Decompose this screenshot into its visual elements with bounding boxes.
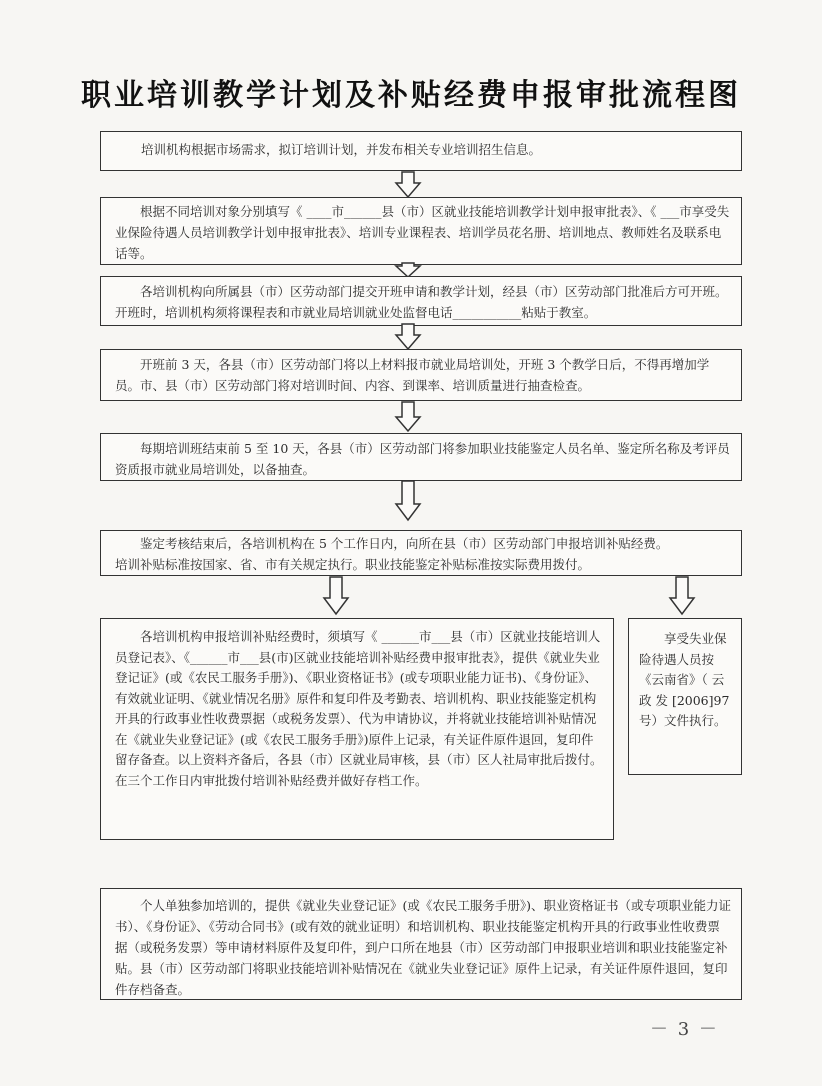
unemployment-insurance-box — [628, 618, 742, 775]
arrow-down-icon — [394, 171, 422, 199]
arrow-down-icon — [394, 401, 422, 433]
flow-step-2 — [100, 197, 742, 265]
flow-step-6-text: 鉴定考核结束后，各培训机构在 5 个工作日内，向所在县（市）区劳动部门申报培训补贴经费。 — [140, 536, 669, 551]
subsidy-application-box — [100, 618, 614, 840]
page-title: 职业培训教学计划及补贴经费申报审批流程图 — [81, 78, 741, 113]
arrow-down-icon — [394, 323, 422, 351]
arrow-down-icon — [668, 576, 696, 616]
flow-step-6 — [100, 530, 742, 576]
flow-step-2-text: 根据不同培训对象分别填写《 ____市______县（市）区就业技能培训教学计划申报审批表》、《 ___市享受失业保险待遇人员培训教学计划申报审批表》、培训专业课程表、培训学员花名册、培训地点、教师姓名及联系电话等。 — [115, 204, 730, 261]
flow-step-5 — [100, 433, 742, 481]
flow-step-3 — [100, 276, 742, 326]
arrow-down-icon — [394, 480, 422, 522]
unemployment-insurance-text: 享受失业保险待遇人员按《云南省》（ 云 政 发 [2006]97 号）文件执行。 — [639, 631, 730, 728]
flow-step-1-text: 培训机构根据市场需求，拟订培训计划，并发布相关专业培训招生信息。 — [141, 142, 542, 157]
flow-step-5-text: 每期培训班结束前 5 至 10 天，各县（市）区劳动部门将参加职业技能鉴定人员名单、鉴定所名称及考评员资质报市就业局培训处，以备抽查。 — [115, 441, 730, 477]
flow-step-6-subtext: 培训补贴标准按国家、省、市有关规定执行。职业技能鉴定补贴标准按实际费用拨付。 — [115, 557, 591, 572]
flow-step-1 — [100, 131, 742, 171]
individual-training-text: 个人单独参加培训的，提供《就业失业登记证》(或《农民工服务手册》)、职业资格证书（或专项职业能力证书）、《身份证》、《劳动合同书》(或有效的就业证明）和培训机构、职业技能鉴定机构开具的行政事业性收费票据（或税务发票）等申请材料原件及复印件，到户口所在地县（市）区劳动部门申报职业培训和职业技能鉴定补贴。县（市）区劳动部门将职业技能培训补贴情况在《就业失业登记证》原件上记录，有关证件原件退回，复印件存档备查。 — [115, 898, 732, 997]
page-number: － 3 － — [650, 1019, 719, 1040]
flow-step-3-text: 各培训机构向所属县（市）区劳动部门提交开班申请和教学计划，经县（市）区劳动部门批准后方可开班。开班时，培训机构须将课程表和市就业局培训就业处监督电话___________粘贴于教室。 — [115, 284, 728, 320]
arrow-down-icon — [322, 576, 350, 616]
flow-step-4 — [100, 349, 742, 401]
individual-training-box — [100, 888, 742, 1000]
flow-step-4-text: 开班前 3 天，各县（市）区劳动部门将以上材料报市就业局培训处，开班 3 个教学日后，不得再增加学员。市、县（市）区劳动部门将对培训时间、内容、到课率、培训质量进行抽查检查。 — [115, 357, 710, 393]
subsidy-application-text: 各培训机构申报培训补贴经费时，须填写《 ______市___县（市）区就业技能培训人员登记表》、《______市___县(市)区就业技能培训补贴经费申报审批表》，提供《就业失业登记证》(或《农民工服务手册》)、《职业资格证书》(或专项职业能力证书)、《身份证》、有效就业证明、《就业情况名册》原件和复印件及考勤表、培训机构、职业技能鉴定机构开具的行政事业性收费票据（或税务发票）、代为申请协议，并将就业技能培训补贴情况在《就业失业登记证》(或《农民工服务手册》)原件上记录，有关证件原件退回，复印件留存备查。以上资料齐备后，各县（市）区就业局审核，县（市）区人社局审批后拨付。在三个工作日内审批拨付培训补贴经费并做好存档工作。 — [115, 629, 603, 788]
